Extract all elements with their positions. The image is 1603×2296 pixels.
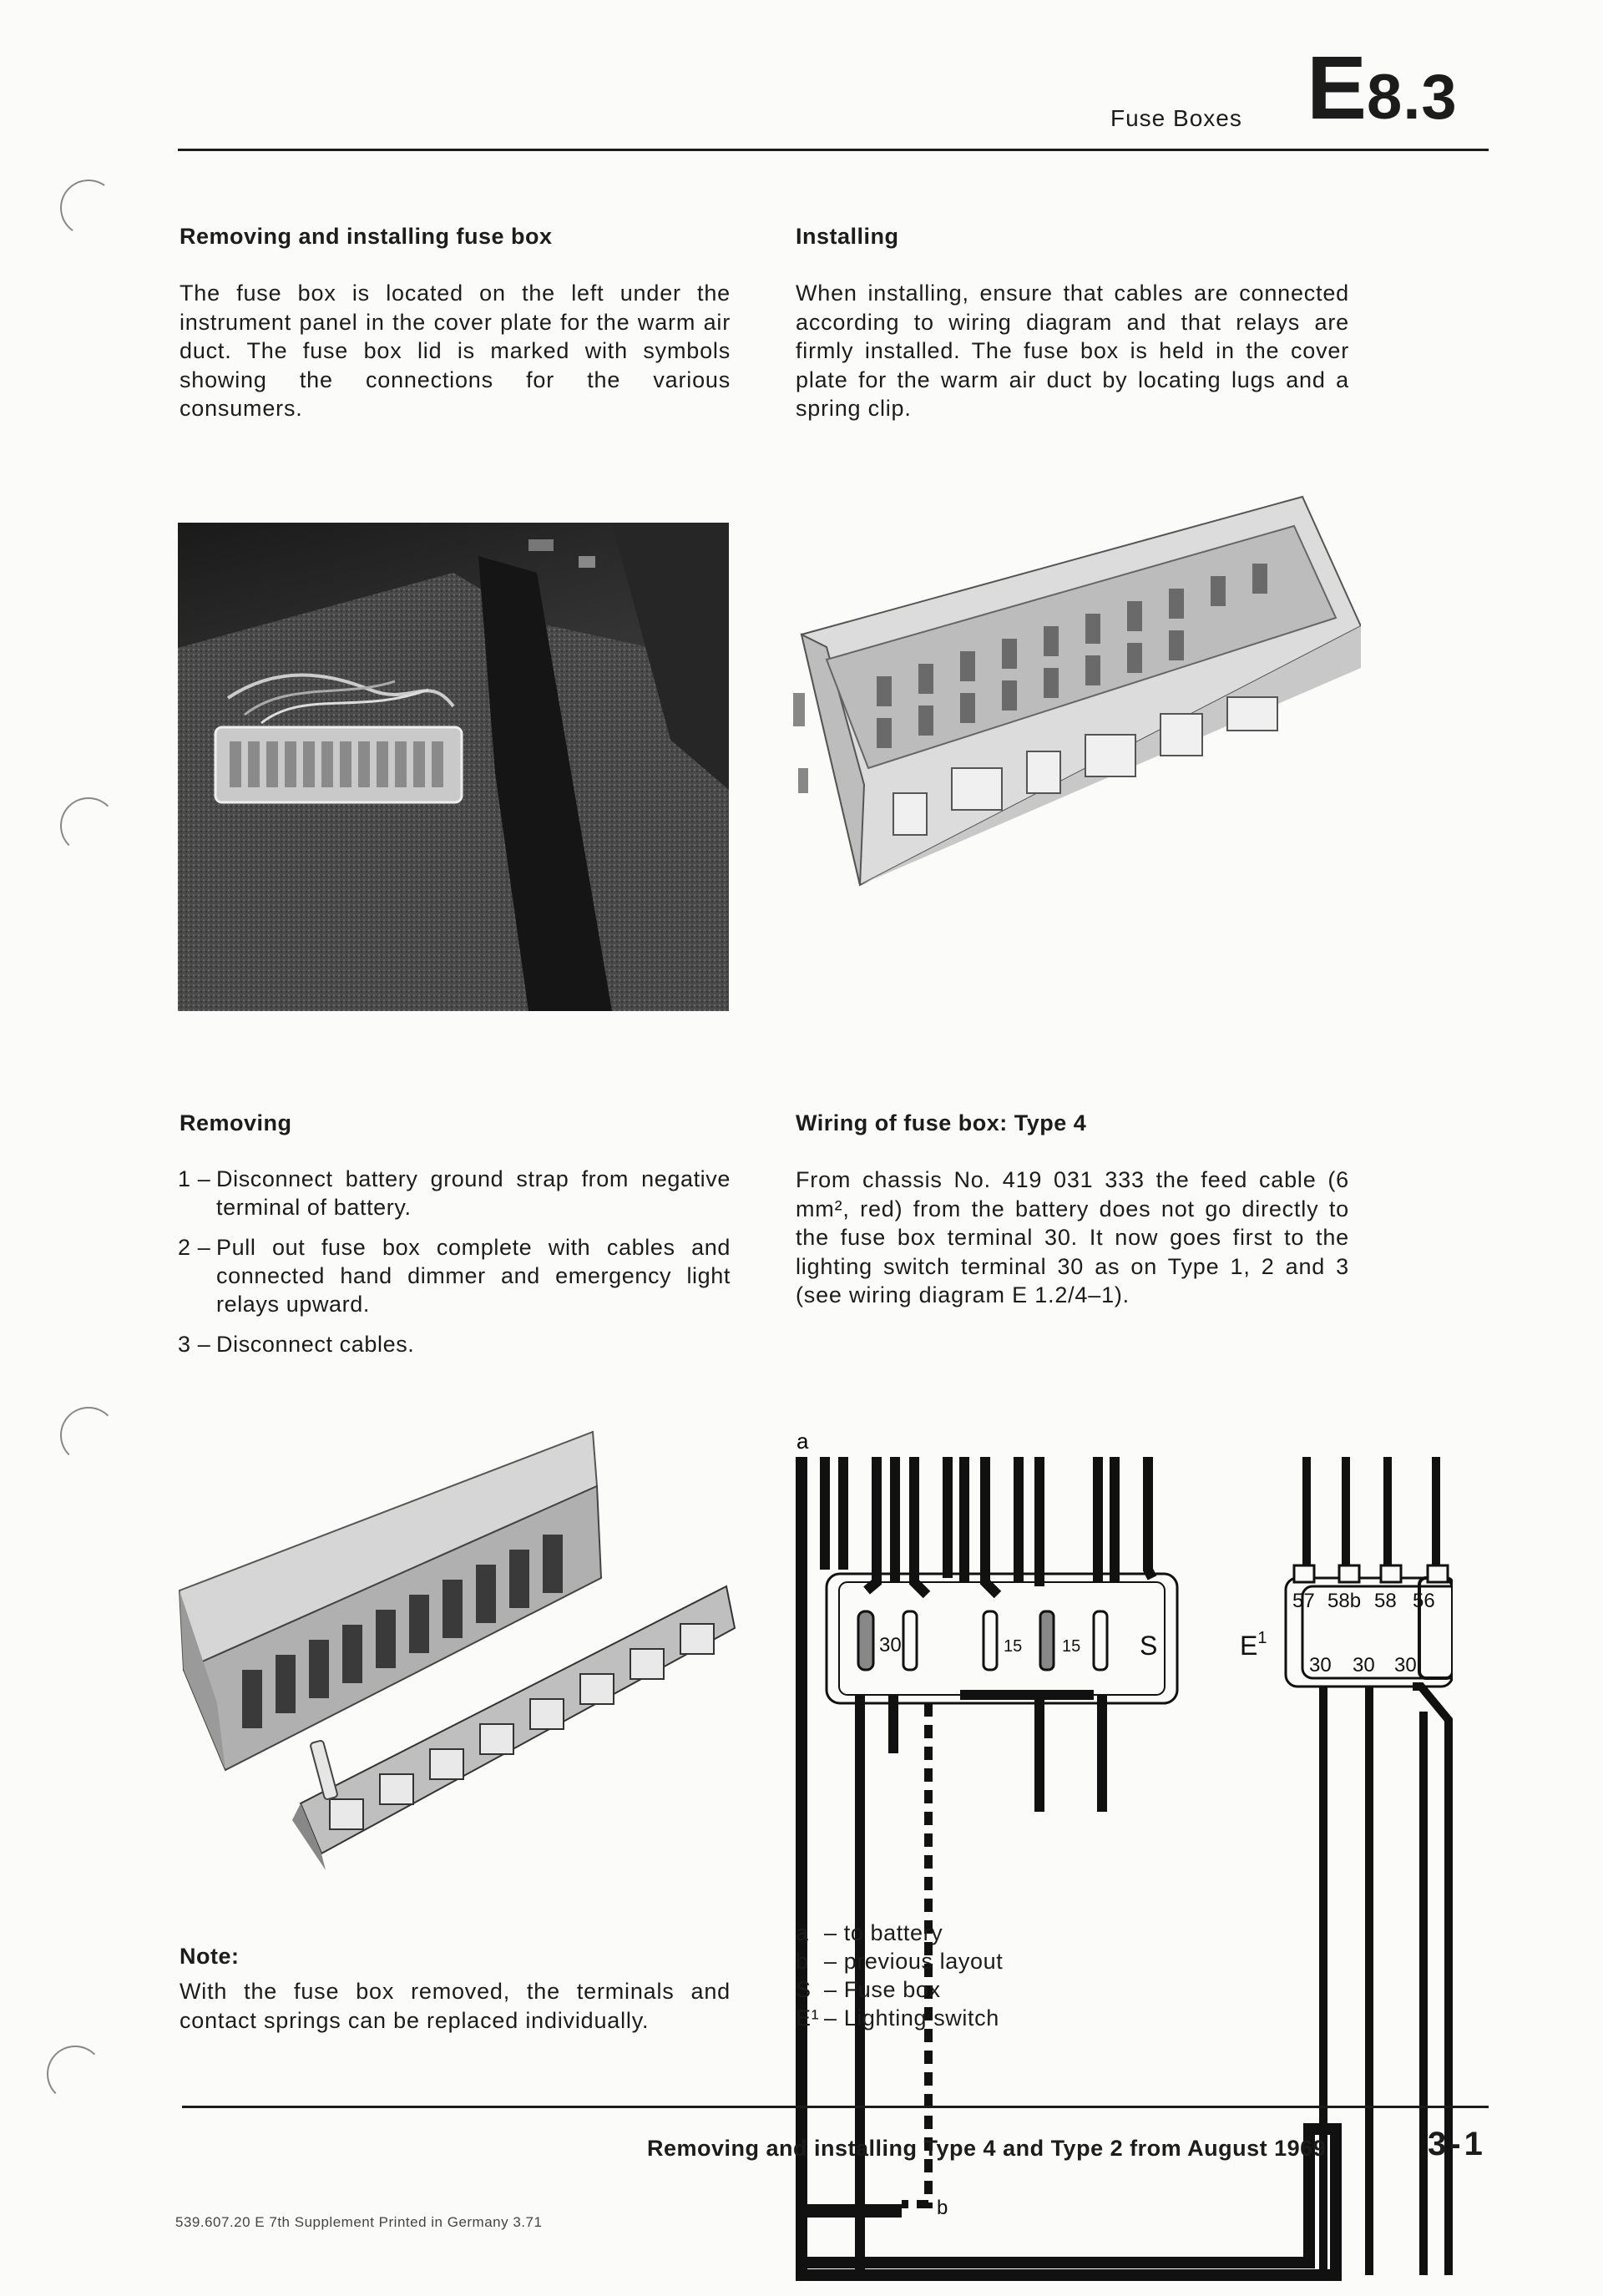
wiring-diagram [785, 1419, 1453, 2296]
step-text: Disconnect battery ground strap from negative terminal of battery. [216, 1166, 731, 1220]
note-text: With the fuse box removed, the terminals and contact springs can be replaced individually. [180, 1979, 731, 2033]
section-letter: E [1307, 37, 1368, 138]
legend-key: S [796, 1977, 812, 2002]
wiring-heading: Wiring of fuse box: Type 4 [796, 1110, 1087, 1135]
switch-terminal-label: 56 [1413, 1590, 1435, 1612]
legend-item [796, 2004, 1003, 2032]
fuse-label: 30 [879, 1634, 902, 1656]
fuse-element [1094, 1611, 1107, 1670]
photo-fuse-box-housing [793, 493, 1361, 918]
fuse-element [984, 1611, 997, 1670]
punch-hole-mark [60, 1407, 117, 1464]
switch-terminal-label: 58b [1327, 1590, 1362, 1612]
label-b: b [937, 2197, 948, 2219]
imprint: 539.607.20 E 7th Supplement Printed in Germany 3.71 [175, 2214, 543, 2230]
fuse-element [1040, 1611, 1054, 1670]
step-number: 1 – [178, 1166, 211, 1191]
page-header-title: Fuse Boxes [1110, 105, 1242, 131]
footer-rule [182, 2106, 1489, 2108]
photo-fuse-box-installed [178, 523, 729, 1011]
step-text: Pull out fuse box complete with cables and connected hand dimmer and emergency light relays upward. [216, 1235, 731, 1317]
wiring-paragraph: From chassis No. 419 031 333 the feed cable (6 mm², red) from the battery does not go directly to the fuse box terminal 30. It now goes first to the lighting switch terminal 30 as on Type 1, 2 and 3 (see wiring diagram E 1.2/4–1). [796, 1167, 1349, 1307]
label-e-sup: 1 [1257, 1629, 1267, 1647]
punch-hole-mark [60, 797, 117, 854]
diagram-legend [796, 1919, 1003, 2032]
legend-text: – previous layout [824, 1949, 1004, 1974]
label-fuse-box-s: S [1140, 1631, 1158, 1661]
section-code [1307, 37, 1458, 138]
legend-key: a [796, 1920, 809, 1945]
legend-text: – Fuse box [824, 1977, 941, 2002]
section-heading: Removing and installing fuse box [180, 224, 553, 249]
note-heading: Note: [180, 1944, 240, 1969]
punch-hole-mark [56, 175, 122, 241]
switch-terminal-label: 30 [1394, 1654, 1417, 1676]
legend-text: – Lighting switch [824, 2005, 999, 2030]
fuse-label: 15 [1004, 1637, 1023, 1656]
section-number: 8.3 [1367, 62, 1458, 133]
header-rule [178, 149, 1489, 151]
legend-item [796, 1919, 1003, 1947]
page-number: 3-1 [1428, 2126, 1486, 2162]
installing-paragraph: When installing, ensure that cables are connected according to wiring diagram and that relays are firmly installed. The fuse box is held in the cover plate for the warm air duct by locating lugs and a spring clip. [796, 281, 1349, 421]
photo-fuse-box-with-lid [175, 1419, 743, 1870]
removing-heading: Removing [180, 1110, 292, 1135]
legend-key: b [796, 1949, 809, 1974]
list-item [178, 1165, 731, 1221]
step-text: Disconnect cables. [216, 1332, 415, 1357]
legend-text: – to battery [824, 1920, 943, 1945]
step-number: 3 – [178, 1332, 211, 1357]
label-e: E [1240, 1631, 1258, 1661]
list-item [178, 1233, 731, 1318]
legend-key: E¹ [796, 2005, 820, 2030]
removing-steps [178, 1165, 731, 1370]
legend-item [796, 1947, 1003, 1975]
installing-heading: Installing [796, 224, 899, 249]
intro-paragraph: The fuse box is located on the left under the instrument panel in the cover plate for the warm air duct. The fuse box lid is marked with symbols showing the connections for the various consumers. [180, 281, 731, 421]
step-number: 2 – [178, 1235, 211, 1260]
fuse-label: 15 [1062, 1637, 1081, 1656]
switch-terminal-label: 57 [1292, 1590, 1315, 1612]
punch-hole-mark [47, 2046, 104, 2102]
fuse-element [858, 1611, 873, 1670]
switch-terminal-label: 30 [1353, 1654, 1375, 1676]
list-item [178, 1330, 731, 1358]
switch-terminal-label: 58 [1374, 1590, 1397, 1612]
label-a: a [796, 1429, 809, 1454]
fuse-element [903, 1611, 917, 1670]
label-lighting-switch [1240, 1629, 1267, 1661]
switch-terminal-label: 30 [1309, 1654, 1332, 1676]
footer-caption: Removing and installing Type 4 and Type 2 from August 1969 [647, 2136, 1327, 2161]
legend-item [796, 1975, 1003, 2004]
